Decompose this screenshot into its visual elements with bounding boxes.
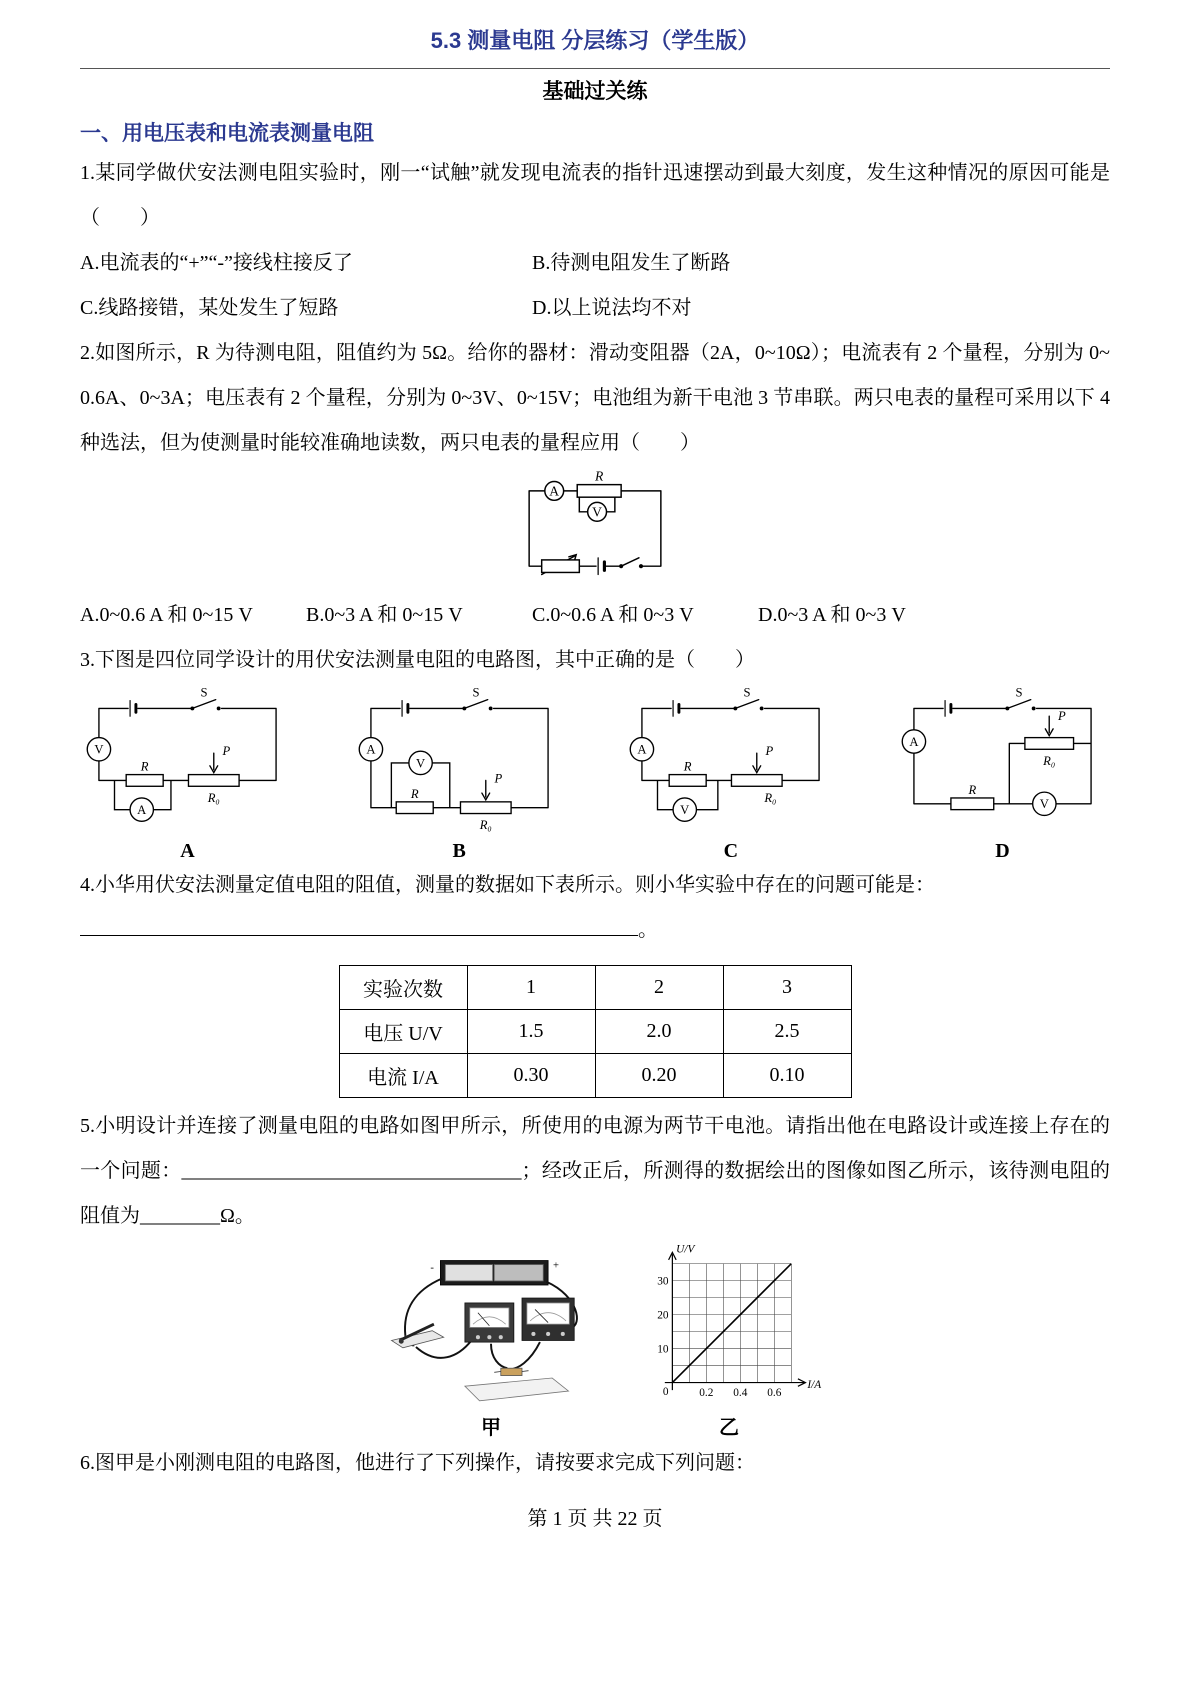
q3-caption-b: B — [452, 840, 466, 862]
table-cell: 0.30 — [467, 1054, 595, 1098]
q2-option-d: D.0~3 A 和 0~3 V — [758, 604, 906, 626]
circuit-b-wires — [371, 700, 548, 808]
resistor-r-icon — [669, 775, 706, 787]
question-1 — [80, 151, 1110, 331]
table-cell: 3 — [723, 966, 851, 1010]
q5-figure-apparatus — [366, 1254, 616, 1441]
y-tick-30: 30 — [657, 1275, 669, 1288]
table-row — [339, 1054, 851, 1098]
resistor-r-icon — [951, 798, 994, 810]
q2-option-a: A.0~0.6 A 和 0~15 V — [80, 604, 253, 626]
question-5 — [80, 1104, 1110, 1441]
y-tick-10: 10 — [657, 1343, 669, 1356]
slider-label: P — [1057, 709, 1066, 724]
ammeter-label: A — [549, 483, 560, 499]
x-tick-06: 0.6 — [767, 1386, 782, 1399]
ammeter-label: A — [909, 734, 919, 749]
q2-option-b: B.0~3 A 和 0~15 V — [306, 604, 463, 626]
x-axis-label: I/A — [807, 1379, 822, 1392]
q1-option-d: D.以上说法均不对 — [532, 297, 692, 319]
graph-data-line — [672, 1264, 791, 1383]
table-cell: 2.0 — [595, 1010, 723, 1054]
switch-terminal-icon — [760, 706, 764, 710]
table-cell: 2 — [595, 966, 723, 1010]
section-heading: 一、用电压表和电流表测量电阻 — [80, 122, 374, 145]
resistor-r-icon — [396, 802, 433, 814]
voltmeter-label: V — [680, 803, 690, 818]
table-cell: 1.5 — [467, 1010, 595, 1054]
q6-stem: 6.图甲是小刚测电阻的电路图，他进行了下列操作，请按要求完成下列问题： — [80, 1452, 755, 1474]
switch-terminal-icon — [619, 564, 623, 568]
q2-circuit-svg — [515, 470, 675, 585]
circuit-a-wires — [99, 700, 276, 810]
table-row — [339, 1010, 851, 1054]
q4-stem: 4.小华用伏安法测量定值电阻的阻值，测量的数据如下表所示。则小华实验中存在的问题可能是： — [80, 874, 935, 896]
q2-option-c: C.0~0.6 A 和 0~3 V — [532, 604, 694, 626]
q3-stem: 3.下图是四位同学设计的用伏安法测量电阻的电路图，其中正确的是（ ） — [80, 649, 755, 671]
q5-figure-graph — [634, 1241, 824, 1441]
y-tick-20: 20 — [657, 1309, 669, 1322]
table-cell: 2.5 — [723, 1010, 851, 1054]
q2-stem: 2.如图所示，R 为待测电阻，阻值约为 5Ω。给你的器材：滑动变阻器（2A，0~10Ω）；电流表有 2 个量程，分别为 0~0.6A、0~3A；电压表有 2 个量程，分别为 0~3V、0~15V；电池组为新干电池 3 节串联。两只电表的量程可采用以下 4 种选法，但为使测量时能较准确地读数，两只电表的量程应用（ ） — [80, 342, 1110, 454]
q3-caption-a: A — [180, 840, 195, 862]
battery-minus-label: - — [430, 1262, 434, 1274]
switch-terminal-icon — [217, 706, 221, 710]
q3-circuit-a-svg — [85, 687, 290, 833]
meter-right — [522, 1298, 574, 1340]
page-footer: 第 1 页 共 22 页 — [527, 1508, 663, 1530]
q3-figure-c — [623, 687, 838, 863]
rheostat-icon — [732, 775, 783, 787]
table-row — [339, 966, 851, 1010]
q3-circuit-d-svg — [900, 687, 1105, 833]
voltmeter-label: V — [94, 742, 104, 757]
ammeter-label: A — [137, 803, 147, 818]
q2-options — [80, 593, 1110, 638]
rheostat-icon — [542, 560, 580, 573]
q4-data-table — [339, 965, 852, 1098]
q1-options — [80, 241, 1110, 331]
switch-label: S — [200, 687, 208, 700]
circuit-c-wires — [642, 700, 819, 810]
q3-figures — [80, 687, 1110, 863]
q1-option-b: B.待测电阻发生了断路 — [532, 252, 731, 274]
q4-blank-period: 。 — [638, 919, 658, 941]
table-cell: 电压 U/V — [339, 1010, 467, 1054]
table-cell: 0.20 — [595, 1054, 723, 1098]
switch-terminal-icon — [190, 706, 194, 710]
resistor-label: R — [140, 759, 149, 774]
resistor-r-icon — [577, 485, 621, 498]
rheostat-icon — [460, 802, 511, 814]
rheostat-label: R₀ — [207, 790, 220, 805]
battery-pack — [430, 1261, 559, 1285]
switch-label: S — [743, 687, 751, 700]
meter-left — [465, 1303, 514, 1342]
q4-answer-blank — [80, 914, 638, 936]
rheostat-icon — [188, 775, 239, 787]
q1-stem: 1.某同学做伏安法测电阻实验时，刚一“试触”就发现电流表的指针迅速摆动到最大刻度，发生这种情况的原因可能是（ ） — [80, 162, 1110, 229]
page-title: 5.3 测量电阻 分层练习（学生版） — [430, 28, 760, 53]
rheostat-label: R₀ — [479, 818, 492, 833]
switch-label: S — [472, 687, 480, 700]
q5-caption-right: 乙 — [719, 1417, 739, 1439]
table-cell: 0.10 — [723, 1054, 851, 1098]
switch-terminal-icon — [639, 564, 643, 568]
resistor-label: R — [684, 759, 692, 774]
switch-terminal-icon — [462, 706, 466, 710]
slider-label: P — [222, 744, 231, 759]
switch-terminal-icon — [1032, 706, 1036, 710]
resistor-board — [465, 1368, 569, 1401]
switch-label: S — [1015, 687, 1023, 700]
battery-plus-label: + — [553, 1260, 559, 1272]
q3-figure-d — [895, 687, 1110, 863]
slider-label: P — [765, 744, 774, 759]
switch-terminal-icon — [1005, 706, 1009, 710]
q1-option-c: C.线路接错，某处发生了短路 — [80, 297, 339, 319]
q3-figure-b — [352, 687, 567, 863]
switch-terminal-icon — [488, 706, 492, 710]
table-cell: 1 — [467, 966, 595, 1010]
question-6 — [80, 1441, 1110, 1486]
q3-figure-a — [80, 687, 295, 863]
resistor-label: R — [410, 786, 419, 801]
q3-caption-c: C — [723, 840, 739, 862]
switch-terminal-icon — [734, 706, 738, 710]
q5-stem: 5.小明设计并连接了测量电阻的电路如图甲所示，所使用的电源为两节干电池。请指出他在电路设计或连接上存在的一个问题：__________________________________；经改正后，所测得的数据绘出的图像如图乙所示，该待测电阻的阻值为________Ω。 — [80, 1115, 1110, 1227]
rheostat-label: R₀ — [764, 790, 777, 805]
slider-label: P — [494, 771, 502, 786]
section-banner: 基础过关练 — [542, 80, 648, 103]
voltmeter-label: V — [1039, 797, 1049, 812]
q1-option-a: A.电流表的“+”“-”接线柱接反了 — [80, 252, 353, 274]
q4-blank-line — [80, 908, 1110, 953]
q5-caption-left: 甲 — [481, 1417, 501, 1439]
resistor-label: R — [968, 783, 977, 798]
q2-figure — [80, 470, 1110, 591]
table-cell: 实验次数 — [339, 966, 467, 1010]
voltmeter-label: V — [592, 504, 602, 520]
resistor-label: R — [595, 470, 604, 484]
table-cell: 电流 I/A — [339, 1054, 467, 1098]
q5-apparatus-svg — [366, 1254, 616, 1409]
question-4 — [80, 863, 1110, 1098]
question-2 — [80, 331, 1110, 638]
q5-graph-svg — [634, 1241, 824, 1409]
question-3 — [80, 638, 1110, 863]
voltmeter-label: V — [415, 756, 425, 771]
resistor-r-icon — [126, 775, 163, 787]
rheostat-label: R₀ — [1043, 753, 1056, 768]
q3-circuit-b-svg — [357, 687, 562, 833]
x-tick-02: 0.2 — [699, 1386, 714, 1399]
ammeter-label: A — [366, 742, 376, 757]
y-axis-label: U/V — [676, 1243, 695, 1256]
q3-caption-d: D — [995, 840, 1010, 862]
title-divider — [80, 68, 1110, 69]
ammeter-label: A — [637, 742, 647, 757]
q5-figures — [80, 1241, 1110, 1441]
q3-circuit-c-svg — [628, 687, 833, 833]
knife-switch — [391, 1324, 443, 1348]
origin-tick-label: 0 — [662, 1385, 669, 1398]
rheostat-icon — [1025, 738, 1074, 750]
x-tick-04: 0.4 — [733, 1386, 748, 1399]
